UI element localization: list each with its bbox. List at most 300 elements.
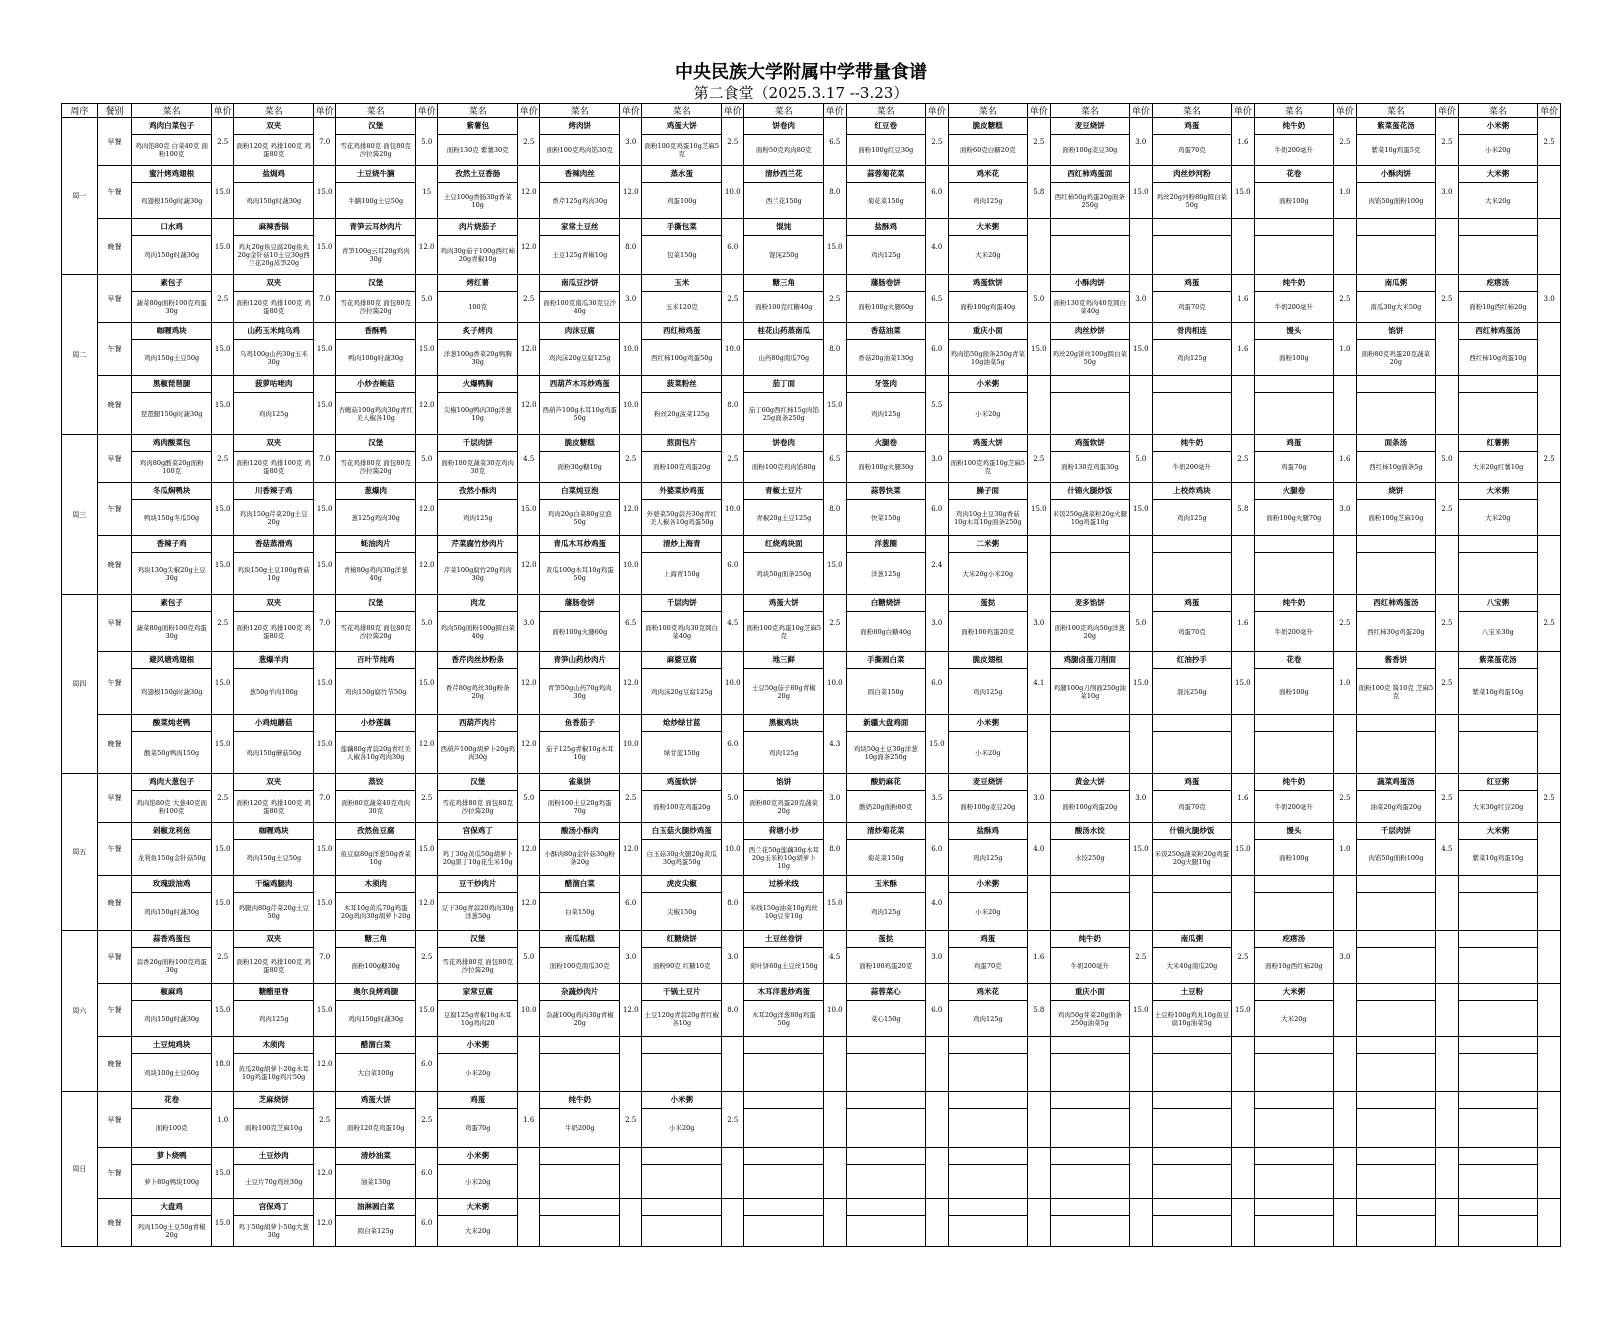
dish-name: 汉堡 (336, 435, 415, 452)
price-cell: 15.0 (824, 536, 846, 595)
dish-cell (1458, 931, 1538, 984)
dish-ingredients: 面粉120克鸡蛋10g (347, 1124, 405, 1132)
price-cell: 7.0 (313, 774, 335, 823)
price-cell: 4.5 (722, 595, 744, 652)
dish-cell (336, 595, 416, 652)
dish-cell (642, 219, 722, 275)
dish-ingredients: 小酥肉80g金针菇30g粉条20g (544, 849, 615, 866)
price-cell (518, 1148, 540, 1199)
price-cell: 15.0 (416, 323, 438, 376)
dish-name: 雀巢饼 (540, 774, 619, 791)
dish-ingredients: 鸡丸20g鱼豆腐20g鱼丸20g金针菇10土豆30g西兰花20g莴笋20g (237, 243, 310, 267)
price-cell: 1.6 (1028, 931, 1050, 984)
dish-name (1255, 219, 1334, 236)
dish-ingredients: 小米20g (465, 1068, 491, 1077)
dish-ingredients (1255, 732, 1334, 773)
dish-cell (744, 652, 824, 715)
price-cell: 12.0 (518, 715, 540, 774)
dish-cell (1254, 774, 1334, 823)
dish-ingredients: 面粉100克鸡蛋10g芝麻5克 (644, 142, 719, 158)
price-cell: 15.0 (313, 876, 335, 931)
dish-name: 手撕圆白菜 (847, 652, 926, 669)
dish-cell (540, 376, 620, 435)
price-cell: 15.0 (1232, 166, 1254, 219)
dish-ingredients (1357, 1109, 1436, 1147)
dish-ingredients: 面粉100g麦豆30g (1062, 146, 1118, 154)
dish-ingredients: 鸡肉80g酸菜20g面粉100克 (139, 459, 204, 475)
dish-cell (540, 1148, 620, 1199)
dish-name: 鸡米花 (949, 984, 1028, 1001)
meal-cell: 晚餐 (97, 1199, 132, 1247)
dish-cell (438, 1199, 518, 1247)
dish-ingredients: 鸡丁50g胡萝卜50g大葱30g (238, 1223, 309, 1239)
price-cell: 6.0 (416, 1037, 438, 1092)
dish-cell (1152, 652, 1232, 715)
dish-name: 蒸水蛋 (642, 166, 721, 183)
price-cell: 10.0 (518, 984, 540, 1037)
dish-cell (1458, 536, 1538, 595)
dish-ingredients: 鸡肉50g芽菜20g面条250g油菜5g (1057, 1010, 1122, 1027)
dish-cell (744, 219, 824, 275)
price-cell (1232, 376, 1254, 435)
dish-cell (234, 1199, 314, 1247)
dish-ingredients: 鸡蛋70克 (1177, 303, 1206, 311)
dish-name (1255, 876, 1334, 893)
dish-ingredients (540, 1054, 619, 1091)
dish-ingredients: 香芹125g鸡肉30g (552, 196, 608, 205)
dish-ingredients: 面粉130克鸡肉40克圆白菜40g (1053, 299, 1127, 315)
dish-ingredients: 鸡肉125g (768, 748, 799, 757)
price-cell: 1.6 (1232, 774, 1254, 823)
price-cell: 2.5 (1334, 275, 1356, 323)
header-price: 单价 (926, 104, 948, 118)
dish-cell (1152, 1037, 1232, 1092)
dish-ingredients: 100克 (468, 303, 488, 311)
dish-ingredients: 面粉100g (1279, 196, 1309, 205)
day-cell: 周二 (62, 275, 98, 435)
dish-cell (132, 483, 212, 536)
dish-name (642, 1199, 721, 1216)
price-cell: 3.0 (620, 118, 642, 166)
meal-row (62, 595, 1561, 652)
dish-name: 西红柿鸡蛋汤 (1357, 595, 1436, 612)
dish-name: 宫保鸡丁 (438, 823, 517, 840)
dish-cell (744, 1037, 824, 1092)
price-cell (926, 1037, 948, 1092)
dish-ingredients: 鸡肉馅80克 白菜40克 面粉100克 (135, 142, 209, 158)
dish-cell (846, 166, 926, 219)
dish-ingredients: 大米20g (1485, 513, 1511, 522)
price-cell: 2.5 (1232, 435, 1254, 483)
dish-ingredients: 西红柿100g鸡蛋50g (651, 353, 713, 362)
price-cell (1232, 536, 1254, 595)
dish-ingredients: 馄饨250g (768, 251, 799, 259)
price-cell: 1.0 (1334, 166, 1356, 219)
price-cell: 3.0 (1130, 118, 1152, 166)
dish-cell (438, 774, 518, 823)
price-cell: 5.0 (1028, 275, 1050, 323)
price-cell: 2.5 (1334, 595, 1356, 652)
price-cell (1334, 984, 1356, 1037)
dish-cell (948, 823, 1028, 876)
price-cell: 4.0 (926, 876, 948, 931)
dish-name: 小酥肉饼 (1357, 166, 1436, 183)
price-cell: 5.8 (1028, 984, 1050, 1037)
price-cell (722, 1199, 744, 1247)
dish-cell (1356, 652, 1436, 715)
dish-ingredients (1153, 1109, 1232, 1147)
price-cell: 6.0 (722, 715, 744, 774)
price-cell: 3.0 (926, 435, 948, 483)
dish-name: 清炒上海青 (642, 536, 721, 553)
dish-cell (744, 323, 824, 376)
dish-name: 新疆大盘鸡面 (847, 715, 926, 732)
dish-name: 南瓜粘糕 (540, 931, 619, 948)
price-cell (1538, 984, 1561, 1037)
dish-name (1051, 1148, 1130, 1165)
price-cell: 3.0 (1538, 275, 1561, 323)
dish-ingredients (1153, 1216, 1232, 1246)
meal-cell: 早餐 (97, 275, 132, 323)
dish-ingredients: 鸡肉125g (871, 251, 901, 259)
price-cell: 2.5 (1028, 118, 1050, 166)
dish-cell (540, 774, 620, 823)
dish-cell (744, 118, 824, 166)
dish-cell (234, 715, 314, 774)
dish-cell (1254, 715, 1334, 774)
dish-name: 花卷 (132, 1092, 211, 1109)
dish-ingredients: 木耳20g洋葱80g鸡蛋50g (751, 1010, 816, 1027)
dish-name: 酸汤水饺 (1051, 823, 1130, 840)
dish-cell (642, 823, 722, 876)
dish-name (1051, 1037, 1130, 1054)
dish-name (1459, 536, 1538, 553)
price-cell (1028, 876, 1050, 931)
dish-cell (1152, 595, 1232, 652)
dish-ingredients: 荷叶饼60g土豆丝150g (749, 961, 818, 970)
dish-ingredients: 鸡肉馅80克 大葱40克面粉100克 (136, 798, 207, 815)
dish-ingredients: 牛奶200毫升 (1274, 802, 1314, 811)
price-cell: 5.0 (1130, 595, 1152, 652)
dish-ingredients: 鸡肉125g (973, 687, 1003, 696)
dish-name: 馅饼 (1357, 323, 1436, 340)
dish-cell (1356, 1148, 1436, 1199)
price-cell (1538, 652, 1561, 715)
dish-cell (642, 275, 722, 323)
dish-ingredients: 面粉100克红糖40g (755, 303, 813, 311)
price-cell: 12.0 (313, 1148, 335, 1199)
dish-cell (540, 536, 620, 595)
dish-name: 纯牛奶 (1255, 595, 1334, 612)
dish-name: 鸡蛋大饼 (744, 595, 823, 612)
price-cell: 12.0 (620, 483, 642, 536)
header-price: 单价 (722, 104, 744, 118)
dish-cell (1254, 166, 1334, 219)
dish-name: 蛋挞 (949, 595, 1028, 612)
dish-cell (1152, 931, 1232, 984)
dish-cell (744, 823, 824, 876)
dish-name: 荷塘小炒 (744, 823, 823, 840)
price-cell: 15.0 (1130, 823, 1152, 876)
header-row (62, 104, 1561, 118)
dish-name: 鸡蛋 (438, 1092, 517, 1109)
dish-ingredients: 雪花鸡排80克 面包80克沙拉酱20g (442, 957, 514, 974)
dish-cell (540, 823, 620, 876)
dish-cell (1152, 323, 1232, 376)
price-cell: 15.0 (313, 166, 335, 219)
dish-name: 黑椒鸡块 (744, 715, 823, 732)
dish-name (1459, 876, 1538, 893)
dish-name: 土豆粉 (1153, 984, 1232, 1001)
dish-name: 麦多馅饼 (1051, 595, 1130, 612)
dish-ingredients (1459, 1165, 1538, 1198)
dish-cell (1356, 166, 1436, 219)
price-cell: 1.6 (1232, 595, 1254, 652)
price-cell: 15.0 (211, 652, 233, 715)
dish-ingredients (1051, 553, 1130, 594)
dish-ingredients (642, 1054, 721, 1091)
price-cell: 5.0 (416, 435, 438, 483)
dish-name: 麻婆豆腐 (642, 652, 721, 669)
meal-row (62, 876, 1561, 931)
dish-cell (1458, 376, 1538, 435)
dish-name: 火腿卷 (847, 435, 926, 452)
dish-ingredients: 西红柿30g鸡蛋20g (1367, 627, 1425, 636)
dish-name: 麻辣香锅 (234, 219, 313, 236)
dish-ingredients: 鸡肉150g时蔬30g (144, 251, 200, 259)
price-cell: 2.5 (1538, 118, 1561, 166)
dish-ingredients: 西红柿10g面条5g (1369, 463, 1423, 471)
price-cell: 2.5 (211, 774, 233, 823)
dish-ingredients (1357, 553, 1436, 594)
dish-name: 咖喱鸡块 (132, 323, 211, 340)
dish-cell (336, 823, 416, 876)
dish-ingredients: 面粉100g麦豆20g (960, 802, 1016, 811)
dish-ingredients: 面粉100克 (155, 1124, 188, 1132)
dish-ingredients: 牛奶200毫升 (1172, 463, 1212, 471)
dish-name: 清炒菊花菜 (847, 823, 926, 840)
dish-cell (642, 931, 722, 984)
dish-name (744, 1148, 823, 1165)
header-price: 单价 (620, 104, 642, 118)
dish-cell (132, 275, 212, 323)
price-cell: 5.5 (926, 376, 948, 435)
dish-ingredients: 肉馅50g面粉100g (1368, 196, 1424, 205)
dish-name (1255, 536, 1334, 553)
dish-cell (1050, 219, 1130, 275)
dish-ingredients (1153, 732, 1232, 773)
dish-name (1255, 1092, 1334, 1109)
header-dish: 菜名 (540, 104, 620, 118)
dish-ingredients: 大白菜100g (357, 1068, 394, 1077)
dish-name (1459, 219, 1538, 236)
dish-name (642, 1037, 721, 1054)
dish-cell (438, 1148, 518, 1199)
dish-ingredients: 大米20g红薯10g (1472, 463, 1524, 471)
dish-cell (846, 931, 926, 984)
dish-cell (1050, 1199, 1130, 1247)
price-cell: 2.5 (620, 774, 642, 823)
price-cell: 15.0 (211, 219, 233, 275)
price-cell: 2.5 (1538, 435, 1561, 483)
dish-cell (1050, 1092, 1130, 1148)
dish-cell (1254, 219, 1334, 275)
dish-name: 鸡肉大葱包子 (132, 774, 211, 791)
dish-cell (438, 652, 518, 715)
dish-name: 脆皮糖糕 (949, 118, 1028, 135)
dish-cell (336, 876, 416, 931)
price-cell: 1.6 (1232, 323, 1254, 376)
dish-cell (540, 166, 620, 219)
dish-cell (438, 876, 518, 931)
dish-name: 肉龙 (438, 595, 517, 612)
dish-ingredients (1255, 1054, 1334, 1091)
dish-name: 小米粥 (1459, 118, 1538, 135)
meal-cell: 晚餐 (97, 1037, 132, 1092)
dish-ingredients (1357, 893, 1436, 930)
dish-cell (642, 1092, 722, 1148)
header-dish: 菜名 (336, 104, 416, 118)
dish-name: 疙瘩汤 (1459, 275, 1538, 292)
dish-ingredients: 面粉80克鸡蛋20克蔬菜20g (1361, 349, 1431, 366)
dish-ingredients: 西葫芦100g胡萝卜20g鸡肉30g (440, 744, 515, 761)
dish-name: 臊子面 (949, 483, 1028, 500)
dish-name: 八宝粥 (1459, 595, 1538, 612)
price-cell: 8.0 (722, 376, 744, 435)
dish-name: 鸡腿卤蛋刀削面 (1051, 652, 1130, 669)
dish-name: 汉堡 (438, 931, 517, 948)
dish-name: 外婆菜炒鸡蛋 (642, 483, 721, 500)
dish-cell (744, 876, 824, 931)
dish-cell (540, 1199, 620, 1247)
dish-cell (846, 1199, 926, 1247)
dish-ingredients: 米线150g油菜10g鸡丝10g豆芽10g (749, 903, 818, 920)
dish-cell (846, 715, 926, 774)
price-cell: 10.0 (620, 376, 642, 435)
dish-name (744, 1199, 823, 1216)
dish-name (1357, 376, 1436, 393)
dish-cell (744, 275, 824, 323)
dish-ingredients: 鱼豆腐80g洋葱50g香菜10g (340, 849, 411, 866)
dish-cell (948, 275, 1028, 323)
dish-cell (540, 118, 620, 166)
dish-cell (1356, 931, 1436, 984)
dish-cell (1050, 323, 1130, 376)
dish-name: 藩肠卷饼 (540, 595, 619, 612)
price-cell: 15.0 (211, 1199, 233, 1247)
dish-cell (1458, 715, 1538, 774)
dish-cell (948, 483, 1028, 536)
dish-name: 千层肉饼 (1357, 823, 1436, 840)
price-cell: 12.0 (518, 876, 540, 931)
dish-cell (336, 483, 416, 536)
dish-name: 纯牛奶 (540, 1092, 619, 1109)
dish-cell (1458, 483, 1538, 536)
dish-cell (1356, 823, 1436, 876)
price-cell (1028, 536, 1050, 595)
dish-name: 紫薯包 (438, 118, 517, 135)
dish-cell (1458, 876, 1538, 931)
price-cell: 2.5 (416, 931, 438, 984)
dish-name: 素包子 (132, 275, 211, 292)
dish-cell (1050, 118, 1130, 166)
price-cell: 8.0 (722, 876, 744, 931)
dish-cell (744, 376, 824, 435)
dish-name: 二米粥 (949, 536, 1028, 553)
dish-name: 黄金大饼 (1051, 774, 1130, 791)
dish-name: 小炒杏鲍菇 (336, 376, 415, 393)
dish-name: 肉沫豆腐 (540, 323, 619, 340)
dish-cell (1152, 715, 1232, 774)
dish-cell (642, 715, 722, 774)
header-price: 单价 (824, 104, 846, 118)
dish-cell (948, 1092, 1028, 1148)
dish-name (1255, 1148, 1334, 1165)
price-cell: 15.0 (211, 1148, 233, 1199)
price-cell: 6.0 (926, 984, 948, 1037)
dish-ingredients: 雪花鸡排80克 面包80克沙拉酱20g (340, 142, 412, 158)
price-cell: 15.0 (824, 876, 846, 931)
price-cell: 2.5 (211, 931, 233, 984)
dish-name: 鸡蛋 (1153, 118, 1232, 135)
dish-cell (132, 595, 212, 652)
dish-ingredients: 面粉100克鸡肉30克圆白菜40g (645, 623, 719, 640)
dish-ingredients: 鸡肉150g芹菜20g土豆20g (239, 509, 308, 526)
dish-name: 椒麻鸡 (132, 984, 211, 1001)
dish-ingredients (1459, 893, 1538, 930)
price-cell: 4.1 (1028, 652, 1050, 715)
dish-cell (1356, 323, 1436, 376)
dish-cell (336, 166, 416, 219)
dish-ingredients (1459, 553, 1538, 594)
dish-name: 口水鸡 (132, 219, 211, 236)
dish-name: 纯牛奶 (1051, 931, 1130, 948)
dish-ingredients (1153, 393, 1232, 434)
dish-name (1153, 876, 1232, 893)
dish-ingredients (1357, 1001, 1436, 1036)
dish-cell (1458, 984, 1538, 1037)
dish-cell (336, 652, 416, 715)
dish-cell (948, 715, 1028, 774)
meal-cell: 午餐 (97, 984, 132, 1037)
price-cell (1436, 876, 1458, 931)
price-cell: 2.5 (926, 118, 948, 166)
meal-row (62, 536, 1561, 595)
dish-ingredients: 小米20g (975, 409, 1001, 418)
price-cell: 8.0 (824, 323, 846, 376)
price-cell: 12.0 (416, 483, 438, 536)
price-cell (1538, 1037, 1561, 1092)
dish-name: 红烧鸡块面 (744, 536, 823, 553)
price-cell: 3.5 (926, 774, 948, 823)
price-cell (1436, 323, 1458, 376)
meal-cell: 晚餐 (97, 376, 132, 435)
price-cell: 10.0 (722, 652, 744, 715)
price-cell (1436, 1199, 1458, 1247)
header-price: 单价 (1334, 104, 1356, 118)
dish-name: 小米粥 (438, 1148, 517, 1165)
price-cell: 3.0 (1028, 595, 1050, 652)
dish-name: 馒头 (1255, 823, 1334, 840)
price-cell: 2.5 (722, 435, 744, 483)
day-cell: 周四 (62, 595, 98, 774)
price-cell: 2.5 (1436, 118, 1458, 166)
header-price: 单价 (518, 104, 540, 118)
price-cell: 15.0 (1028, 483, 1050, 536)
dish-ingredients: 面粉30g糖10g (557, 463, 602, 471)
dish-ingredients: 面粉80克鸡蛋20克蔬菜20g (749, 798, 819, 815)
dish-name: 香辣子鸡 (132, 536, 211, 553)
